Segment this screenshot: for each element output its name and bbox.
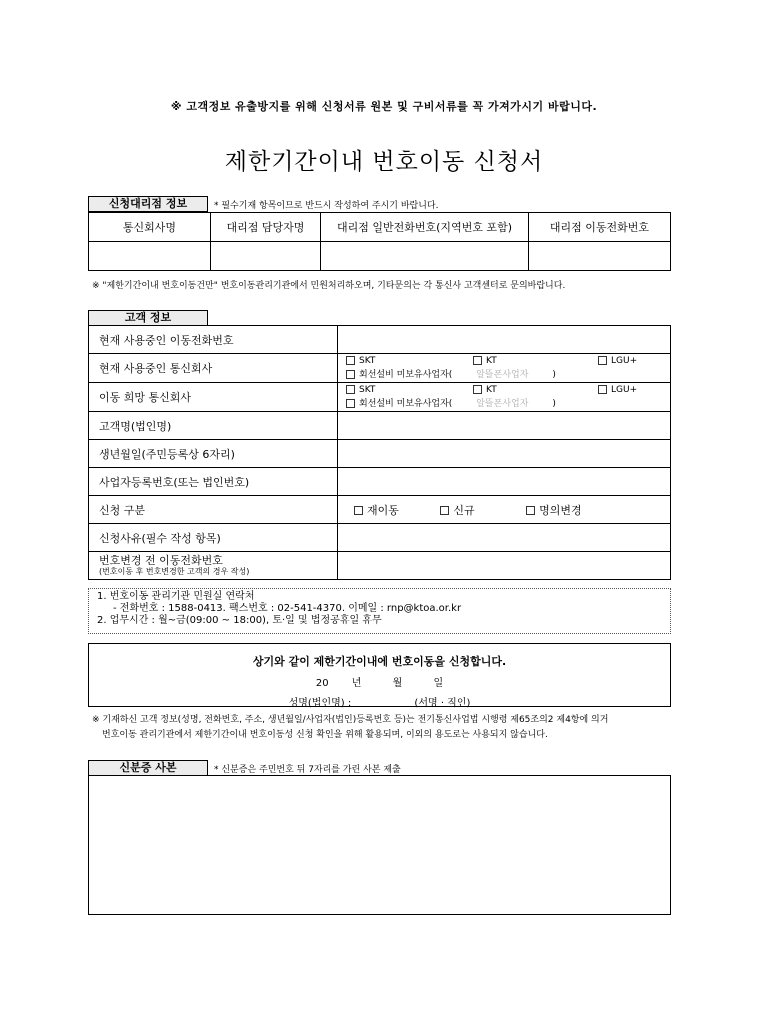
agency-manager-field[interactable] [211, 242, 321, 271]
contact-line-2: - 전화번호 : 1588-0413. 팩스번호 : 02-541-4370. 이메일 : rnp@ktoa.or.kr [113, 603, 462, 614]
agency-table [88, 212, 671, 271]
contact-line-1: 1. 번호이동 관리기관 민원실 연락처 [97, 591, 255, 602]
desired-carrier-options [338, 383, 671, 412]
checkbox-icon[interactable] [346, 370, 355, 379]
id-copy-section-tag: 신분증 사본 [88, 760, 208, 776]
prev-number-field[interactable] [338, 552, 671, 580]
checkbox-icon[interactable] [598, 356, 607, 365]
agency-landline-field[interactable] [321, 242, 529, 271]
checkbox-icon[interactable] [440, 506, 449, 515]
contact-line-3: 2. 업무시간 : 월~금(09:00 ~ 18:00), 토·일 및 법정공휴일 휴무 [97, 615, 382, 626]
reason-label: 신청사유(필수 작성 항목) [89, 524, 338, 552]
reason-field[interactable] [338, 524, 671, 552]
current-mvno-option[interactable]: 회선설비 미보유사업자( 알뜰폰사업자 ) [338, 368, 670, 382]
checkbox-icon[interactable] [526, 506, 535, 515]
id-copy-attachment-area[interactable] [88, 775, 671, 915]
agency-input-row [89, 242, 671, 271]
prev-number-label-cell [89, 552, 338, 580]
type-reswitch-option[interactable]: 재이동 [354, 504, 399, 517]
checkbox-icon[interactable] [346, 399, 355, 408]
current-kt-option[interactable]: KT [473, 354, 497, 368]
desired-kt-option[interactable]: KT [473, 383, 497, 397]
agency-mobile-field[interactable] [529, 242, 671, 271]
customer-name-field[interactable] [338, 412, 671, 440]
privacy-note: ※ 기재하신 고객 정보(성명, 전화번호, 주소, 생년월일/사업자(법인)등록번호 등)는 전기통신사업법 시행령 제65조의2 제4항에 의거 번호이동 관리기관에서 제한기간이내 번호이동성 신청 확인을 위해 활용되며, 이외의 용도로는 사용되지 않습니다. [92, 715, 609, 740]
agency-section-tag: 신청대리점 정보 [88, 196, 208, 212]
bizno-field[interactable] [338, 468, 671, 496]
agency-hint: * 필수기재 항목이므로 반드시 작성하여 주시기 바랍니다. [214, 201, 439, 211]
contact-box [88, 588, 671, 634]
current-number-label: 현재 사용중인 이동전화번호 [89, 326, 338, 354]
declaration-signature: 성명(법인명) : (서명 · 직인) [288, 698, 471, 709]
declaration-date: 20 년 월 일 [315, 678, 444, 689]
prev-number-label: 번호변경 전 이동전화번호 [99, 553, 223, 567]
bizno-label: 사업자등록번호(또는 법인번호) [89, 468, 338, 496]
declaration-text: 상기와 같이 제한기간이내에 번호이동을 신청합니다. [252, 655, 507, 668]
agency-header-row [89, 213, 671, 242]
checkbox-icon[interactable] [354, 506, 363, 515]
agency-col-mobile: 대리점 이동전화번호 [529, 213, 671, 242]
agency-carrier-field[interactable] [89, 242, 211, 271]
desired-carrier-label: 이동 희망 통신회사 [89, 383, 338, 412]
customer-table [88, 325, 671, 580]
checkbox-icon[interactable] [598, 385, 607, 394]
current-number-field[interactable] [338, 326, 671, 354]
checkbox-icon[interactable] [473, 385, 482, 394]
current-carrier-options [338, 354, 671, 383]
current-carrier-label: 현재 사용중인 통신회사 [89, 354, 338, 383]
checkbox-icon[interactable] [346, 356, 355, 365]
signature-field[interactable]: (서명 · 직인) [414, 698, 471, 709]
desired-skt-option[interactable]: SKT [346, 383, 375, 397]
id-copy-hint: * 신분증은 주민번호 뒤 7자리를 가린 사본 제출 [214, 765, 401, 775]
desired-mvno-option[interactable]: 회선설비 미보유사업자( 알뜰폰사업자 ) [338, 397, 670, 411]
current-lgu-option[interactable]: LGU+ [598, 354, 637, 368]
birth-field[interactable] [338, 440, 671, 468]
agency-col-carrier: 통신회사명 [89, 213, 211, 242]
agency-col-landline: 대리점 일반전화번호(지역번호 포함) [321, 213, 529, 242]
customer-name-label: 고객명(법인명) [89, 412, 338, 440]
type-namechange-option[interactable]: 명의변경 [526, 504, 582, 517]
checkbox-icon[interactable] [346, 385, 355, 394]
current-skt-option[interactable]: SKT [346, 354, 375, 368]
request-type-options [338, 496, 671, 524]
checkbox-icon[interactable] [473, 356, 482, 365]
birth-label: 생년월일(주민등록상 6자리) [89, 440, 338, 468]
declaration-box [88, 643, 671, 707]
request-type-label: 신청 구분 [89, 496, 338, 524]
agency-note: ※ "제한기간이내 번호이동건만" 번호이동관리기관에서 민원처리하오며, 기타문의는 각 통신사 고객센터로 문의바랍니다. [92, 281, 566, 291]
customer-section-tag: 고객 정보 [88, 310, 208, 326]
notice-text: ※ 고객정보 유출방지를 위해 신청서류 원본 및 구비서류를 꼭 가져가시기 바랍니다. [170, 100, 598, 113]
prev-number-sublabel: (번호이동 후 번호변경한 고객의 경우 작성) [99, 566, 250, 576]
desired-lgu-option[interactable]: LGU+ [598, 383, 637, 397]
type-new-option[interactable]: 신규 [440, 504, 474, 517]
agency-col-manager: 대리점 담당자명 [211, 213, 321, 242]
form-title: 제한기간이내 번호이동 신청서 [224, 149, 544, 175]
